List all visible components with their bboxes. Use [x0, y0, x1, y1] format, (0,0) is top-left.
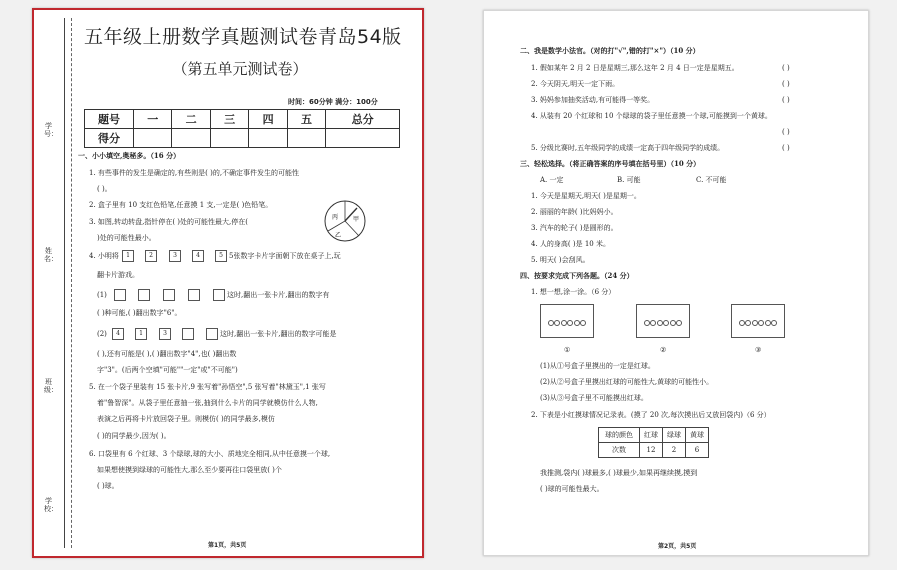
- q4-1-label: (1): [97, 291, 107, 299]
- exam-meta: 时间：60分钟 满分：100分: [288, 98, 378, 106]
- exam-page-2[interactable]: [483, 10, 869, 556]
- exam-title: 五年级上册数学真题测试卷青岛54版: [84, 26, 402, 48]
- q5-line-d: ( )的同学最少,因为( )。: [97, 432, 171, 440]
- score-cell-header: 题号: [85, 110, 134, 129]
- record-table-row: [599, 443, 709, 458]
- score-cell-header: 一: [134, 110, 172, 129]
- section-4-heading: 四、按要求完成下列各题。（24 分）: [520, 271, 634, 280]
- guess-line-b: ( )球的可能性最大。: [540, 485, 604, 493]
- record-header-cell: 球的颜色: [599, 428, 640, 443]
- ball-icon[interactable]: [567, 320, 573, 326]
- score-cell-header: 总分: [326, 110, 400, 129]
- score-cell-header: 三: [210, 110, 248, 129]
- box-label: ③: [755, 346, 762, 354]
- ball-icon[interactable]: [657, 320, 663, 326]
- blank-card: [163, 289, 175, 301]
- score-table-header-row: [85, 110, 400, 129]
- record-header-cell: 黄球: [686, 428, 709, 443]
- page-footer: 第1页，共5页: [208, 542, 247, 549]
- choice-item: 5. 明天( )会刮风。: [531, 256, 590, 264]
- ball-box-3[interactable]: [731, 304, 785, 338]
- score-cell-header: 五: [287, 110, 325, 129]
- judge-item: 2. 今天阴天,明天一定下雨。: [531, 80, 620, 88]
- page-footer: 第2页，共5页: [658, 543, 697, 550]
- ball-box-1[interactable]: [540, 304, 594, 338]
- blank-card: [213, 289, 225, 301]
- number-card: 3: [169, 250, 181, 262]
- number-card: 4: [112, 328, 124, 340]
- ball-box-2[interactable]: [636, 304, 690, 338]
- guess-line-a: 我推测,袋内( )球最多,( )球最少,如果再继续摸,摸到: [540, 469, 698, 477]
- q1-line-b: ( )。: [97, 185, 112, 193]
- s4-item: (1)从①号盒子里摸出的一定是红球。: [540, 362, 655, 370]
- answer-paren[interactable]: ( ): [782, 96, 790, 104]
- option-c: C. 不可能: [696, 176, 727, 184]
- choice-item: 1. 今天是星期天,明天( )是星期一。: [531, 192, 641, 200]
- q4-2-label: (2): [97, 330, 107, 338]
- spinner-label: 丙: [332, 214, 339, 221]
- ball-icon[interactable]: [739, 320, 745, 326]
- number-card: 2: [145, 250, 157, 262]
- number-card: 1: [122, 250, 134, 262]
- q3-line-b: )处的可能性最小。: [97, 234, 156, 242]
- record-table: [598, 427, 709, 458]
- q1-line-a: 1. 有些事件的发生是确定的,有些则是( )的,不确定事件发生的可能性: [89, 169, 300, 177]
- blank-card: [206, 328, 218, 340]
- option-a: A. 一定: [540, 176, 564, 184]
- ball-icon[interactable]: [765, 320, 771, 326]
- score-cell-blank[interactable]: [249, 129, 287, 148]
- q4-line-b: 翻卡片游戏。: [97, 271, 139, 279]
- blank-card: [114, 289, 126, 301]
- score-cell-header: 四: [249, 110, 287, 129]
- answer-paren[interactable]: ( ): [782, 144, 790, 152]
- binding-line: [64, 18, 65, 548]
- ball-icon[interactable]: [561, 320, 567, 326]
- blank-card: [138, 289, 150, 301]
- answer-paren[interactable]: ( ): [782, 64, 790, 72]
- section-1-heading: 一、小小填空,奥秘多。（16 分）: [78, 151, 181, 160]
- option-b: B. 可能: [617, 176, 641, 184]
- q4-1-line-a: 这时,翻出一张卡片,翻出的数字有: [227, 291, 330, 299]
- spinner-diagram: [323, 199, 367, 243]
- q4-line-a: 5张数字卡片字面朝下放在桌子上,玩: [229, 252, 341, 260]
- number-card: 1: [135, 328, 147, 340]
- number-card: 3: [159, 328, 171, 340]
- record-value-cell: 12: [640, 443, 663, 458]
- ball-icon[interactable]: [752, 320, 758, 326]
- section-3-heading: 三、轻松选择。（将正确答案的序号填在括号里）（10 分）: [520, 159, 701, 168]
- s4-q2: 2. 下表是小红摸球情况记录表。(摸了 20 次,每次摸出后又放回袋内)（6 分）: [531, 411, 771, 419]
- ball-icon[interactable]: [574, 320, 580, 326]
- ball-icon[interactable]: [758, 320, 764, 326]
- q2-text: 2. 盒子里有 10 支红色铅笔,任意摸 1 支,一定是( )色铅笔。: [89, 201, 273, 209]
- q6-line-b: 如果想使摸到绿球的可能性大,那么至少要再往口袋里放( )个: [97, 466, 282, 474]
- exam-page-1[interactable]: [32, 8, 424, 558]
- s4-item: (2)从②号盒子里摸出红球的可能性大,黄球的可能性小。: [540, 378, 714, 386]
- blank-card: [188, 289, 200, 301]
- blank-card: [182, 328, 194, 340]
- ball-icon[interactable]: [663, 320, 669, 326]
- q6-line-c: ( )球。: [97, 482, 119, 490]
- spinner-label: 乙: [335, 232, 342, 239]
- choice-item: 3. 汽车的轮子( )是圆形的。: [531, 224, 618, 232]
- binding-dashed-line: [71, 18, 72, 548]
- judge-item: 4. 从装有 20 个红球和 10 个绿球的袋子里任意摸一个球,可能摸到一个黄球。: [531, 112, 772, 120]
- choice-item: 4. 人的身高( )是 10 米。: [531, 240, 610, 248]
- q4-2-line-b: ( ),还有可能是( ),( )翻出数字"4",也( )翻出数: [97, 350, 237, 358]
- s4-q1: 1. 想一想,涂一涂。（6 分）: [531, 288, 616, 296]
- q6-line-a: 6. 口袋里有 6 个红球、3 个绿球,球的大小、质地完全相同,从中任意摸一个球,: [89, 450, 331, 458]
- record-value-cell: 6: [686, 443, 709, 458]
- record-row-label: 次数: [599, 443, 640, 458]
- ball-icon[interactable]: [644, 320, 650, 326]
- score-cell-blank[interactable]: [287, 129, 325, 148]
- box-label: ①: [564, 346, 571, 354]
- box-label: ②: [660, 346, 667, 354]
- record-table-header: [599, 428, 709, 443]
- side-label-school: 学校：: [44, 497, 58, 513]
- score-cell-blank[interactable]: [134, 129, 172, 148]
- side-label-student-id: 学号：: [44, 122, 58, 138]
- score-table-score-row: [85, 129, 400, 148]
- side-label-name: 姓名：: [44, 247, 58, 263]
- score-table: [84, 109, 400, 148]
- ball-icon[interactable]: [771, 320, 777, 326]
- judge-item: 5. 分级比赛时,五年级同学的成绩一定高于四年级同学的成绩。: [531, 144, 725, 152]
- choice-item: 2. 丽丽的年龄( )比妈妈小。: [531, 208, 618, 216]
- q4-intro: 4. 小明将: [89, 252, 119, 260]
- record-header-cell: 红球: [640, 428, 663, 443]
- score-cell-blank[interactable]: [326, 129, 400, 148]
- answer-paren[interactable]: ( ): [782, 128, 790, 136]
- ball-icon[interactable]: [650, 320, 656, 326]
- record-header-cell: 绿球: [663, 428, 686, 443]
- spinner-label: 甲: [353, 216, 360, 223]
- q5-line-a: 5. 在一个袋子里装有 15 张卡片,9 张写着"孙悟空",5 张写着"林黛玉",1 张写: [89, 383, 326, 391]
- judge-item: 1. 假如某年 2 月 2 日是星期三,那么这年 2 月 4 日一定是星期五。: [531, 64, 739, 72]
- q5-line-b: 着"鲁智深"。从袋子里任意抽一张,抽到什么卡片的同学就模仿什么人物,: [97, 399, 318, 407]
- number-card: 4: [192, 250, 204, 262]
- score-cell-header: 二: [172, 110, 210, 129]
- score-cell-label: 得分: [85, 129, 134, 148]
- answer-paren[interactable]: ( ): [782, 80, 790, 88]
- ball-icon[interactable]: [676, 320, 682, 326]
- number-card: 5: [215, 250, 227, 262]
- score-cell-blank[interactable]: [210, 129, 248, 148]
- s4-item: (3)从③号盒子里不可能摸出红球。: [540, 394, 648, 402]
- ball-icon[interactable]: [745, 320, 751, 326]
- ball-icon[interactable]: [580, 320, 586, 326]
- q4-2-line-c: 字"3"。(后两个空填"可能""一定"或"不可能"): [97, 366, 238, 374]
- q5-line-c: 表演之后再将卡片放回袋子里。则模仿( )的同学最多,模仿: [97, 415, 275, 423]
- section-2-heading: 二、我是数学小法官。（对的打"√",错的打"×"）（10 分）: [520, 46, 700, 55]
- ball-icon[interactable]: [548, 320, 554, 326]
- q4-2-line-a: 这时,翻出一张卡片,翻出的数字可能是: [220, 330, 337, 338]
- judge-item: 3. 妈妈参加抽奖活动,有可能得一等奖。: [531, 96, 655, 104]
- record-value-cell: 2: [663, 443, 686, 458]
- ball-icon[interactable]: [554, 320, 560, 326]
- q3-line-a: 3. 如图,转动转盘,指针停在( )处的可能性最大,停在(: [89, 218, 248, 226]
- ball-icon[interactable]: [670, 320, 676, 326]
- q4-1-line-b: ( )种可能,( )翻出数字"6"。: [97, 309, 182, 317]
- exam-subtitle: （第五单元测试卷）: [172, 60, 308, 78]
- score-cell-blank[interactable]: [172, 129, 210, 148]
- side-label-class: 班级：: [44, 378, 58, 394]
